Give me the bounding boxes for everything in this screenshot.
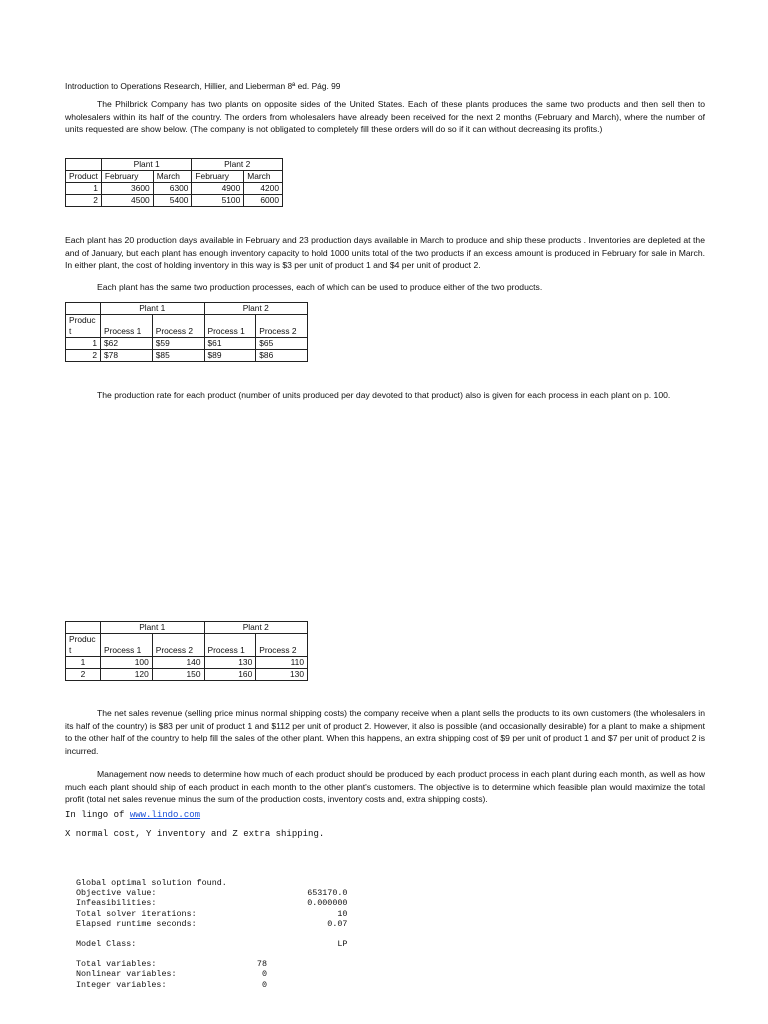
model-class-line: Model Class: LP bbox=[76, 939, 348, 950]
plant2-header: Plant 2 bbox=[204, 622, 308, 634]
product-header-part: Produc bbox=[69, 315, 96, 325]
table-row bbox=[66, 350, 308, 362]
process-header: Process 2 bbox=[152, 315, 204, 338]
process-header: Process 2 bbox=[256, 634, 308, 657]
table-row bbox=[66, 195, 283, 207]
table-row bbox=[66, 669, 308, 681]
value-cell: 130 bbox=[256, 669, 308, 681]
value-cell: 100 bbox=[101, 657, 153, 669]
product-header bbox=[66, 315, 101, 338]
lingo-prefix: In lingo of bbox=[65, 810, 130, 820]
paragraph-management: Management now needs to determine how much of each product should be produced by each product process in each plant during each month, as well as how much each plant should ship of each product in each month to the other plant's customers. The objective is to determine which feasible plan would maximize the total profit (total net sales revenue minus the sum of the production costs, inventory costs and, extra shipping costs). bbox=[65, 769, 705, 805]
lindo-link[interactable]: www.lindo.com bbox=[129, 810, 201, 820]
table-row bbox=[66, 338, 308, 350]
cost-table bbox=[65, 302, 308, 362]
total-variables-line: Total variables: 78 bbox=[76, 959, 267, 970]
value-cell: $61 bbox=[204, 338, 256, 350]
value-cell: 6000 bbox=[244, 195, 283, 207]
orders-table bbox=[65, 158, 283, 207]
value-cell: 3600 bbox=[101, 183, 153, 195]
value-cell: 4900 bbox=[192, 183, 244, 195]
process-header: Process 1 bbox=[204, 634, 256, 657]
product-cell: 2 bbox=[66, 195, 102, 207]
value-cell: 150 bbox=[152, 669, 204, 681]
table-row bbox=[66, 657, 308, 669]
month-header: February bbox=[192, 171, 244, 183]
value-cell: $62 bbox=[101, 338, 153, 350]
integer-variables-line: Integer variables: 0 bbox=[76, 979, 267, 990]
table-header-row bbox=[66, 622, 308, 634]
month-header: February bbox=[101, 171, 153, 183]
value-cell: $85 bbox=[152, 350, 204, 362]
lingo-line bbox=[65, 810, 200, 820]
objective-value-line: Objective value: 653170.0 bbox=[76, 888, 348, 899]
value-cell: 140 bbox=[152, 657, 204, 669]
solver-status-line: Global optimal solution found. bbox=[76, 878, 227, 888]
infeasibilities-line: Infeasibilities: 0.000000 bbox=[76, 898, 348, 909]
plant1-header: Plant 1 bbox=[101, 303, 205, 315]
table-header-row bbox=[66, 171, 283, 183]
iterations-line: Total solver iterations: 10 bbox=[76, 908, 348, 919]
table-header-row bbox=[66, 159, 283, 171]
plant1-header: Plant 1 bbox=[101, 159, 192, 171]
plant2-header: Plant 2 bbox=[204, 303, 308, 315]
table-corner-cell bbox=[66, 303, 101, 315]
document-header: Introduction to Operations Research, Hillier, and Lieberman 8ª ed. Pág. 99 bbox=[65, 81, 341, 91]
value-cell: 6300 bbox=[153, 183, 192, 195]
product-header-part: Produc bbox=[69, 634, 96, 644]
product-cell: 2 bbox=[66, 669, 101, 681]
value-cell: $59 bbox=[152, 338, 204, 350]
nonlinear-variables-line: Nonlinear variables: 0 bbox=[76, 969, 267, 980]
table-header-row bbox=[66, 303, 308, 315]
value-cell: 5100 bbox=[192, 195, 244, 207]
value-cell: $86 bbox=[256, 350, 308, 362]
table-header-row bbox=[66, 315, 308, 338]
process-header: Process 2 bbox=[256, 315, 308, 338]
process-header: Process 1 bbox=[101, 315, 153, 338]
value-cell: 160 bbox=[204, 669, 256, 681]
month-header: March bbox=[153, 171, 192, 183]
runtime-line: Elapsed runtime seconds: 0.07 bbox=[76, 918, 348, 929]
value-cell: $65 bbox=[256, 338, 308, 350]
xyz-note: X normal cost, Y inventory and Z extra shipping. bbox=[65, 829, 325, 839]
solver-output bbox=[76, 878, 347, 990]
spacer bbox=[76, 929, 347, 939]
plant1-header: Plant 1 bbox=[101, 622, 205, 634]
value-cell: $89 bbox=[204, 350, 256, 362]
value-cell: 130 bbox=[204, 657, 256, 669]
product-cell: 1 bbox=[66, 657, 101, 669]
rate-table bbox=[65, 621, 308, 681]
product-header: Product bbox=[66, 171, 102, 183]
table-corner-cell bbox=[66, 159, 102, 171]
spacer bbox=[76, 949, 347, 959]
table-row bbox=[66, 183, 283, 195]
product-header-part: t bbox=[69, 645, 72, 655]
product-header-part: t bbox=[69, 326, 72, 336]
product-header bbox=[66, 634, 101, 657]
value-cell: 4200 bbox=[244, 183, 283, 195]
table-header-row bbox=[66, 634, 308, 657]
table-corner-cell bbox=[66, 622, 101, 634]
product-cell: 1 bbox=[66, 183, 102, 195]
paragraph-processes: Each plant has the same two production processes, each of which can be used to produce either of the two products. bbox=[97, 282, 543, 292]
paragraph-production-rate: The production rate for each product (number of units produced per day devoted to that product) also is given for each process in each plant on p. 100. bbox=[97, 390, 671, 400]
process-header: Process 1 bbox=[101, 634, 153, 657]
plant2-header: Plant 2 bbox=[192, 159, 283, 171]
product-cell: 1 bbox=[66, 338, 101, 350]
product-cell: 2 bbox=[66, 350, 101, 362]
paragraph-revenue: The net sales revenue (selling price minus normal shipping costs) the company receive when a plant sells the products to its own customers (the wholesalers in its half of the country) is $83 per unit of product 1 and $112 per unit of product 2. However, it also is possible (and occasionally desirable) for a plant to make a shipment to the other half of the country to help fill the sales of the other plant. When this happens, an extra shipping cost of $9 per unit of product 1 and $7 per unit of product 2 is incurred. bbox=[65, 708, 705, 756]
value-cell: 5400 bbox=[153, 195, 192, 207]
value-cell: 110 bbox=[256, 657, 308, 669]
paragraph-intro: The Philbrick Company has two plants on opposite sides of the United States. Each of these plants produces the same two products and then sell then to wholesalers within its half of the country. The orders from wholesalers have already been received for the next 2 months (February and March), where the number of units requested are show below. (The company is not obligated to completely fill these orders will do so if it can without decreasing its profits.) bbox=[65, 99, 705, 135]
value-cell: 4500 bbox=[101, 195, 153, 207]
value-cell: 120 bbox=[101, 669, 153, 681]
month-header: March bbox=[244, 171, 283, 183]
process-header: Process 1 bbox=[204, 315, 256, 338]
paragraph-inventory: Each plant has 20 production days available in February and 23 production days available in March to produce and ship these products . Inventories are depleted at the and of January, but each plant has enough inventory capacity to hold 1000 units total of the two products if an excess amount is produced in February for sale in March. In either plant, the cost of holding inventory in this way is $3 per unit of product 1 and $4 per unit of product 2. bbox=[65, 235, 705, 271]
value-cell: $78 bbox=[101, 350, 153, 362]
process-header: Process 2 bbox=[152, 634, 204, 657]
